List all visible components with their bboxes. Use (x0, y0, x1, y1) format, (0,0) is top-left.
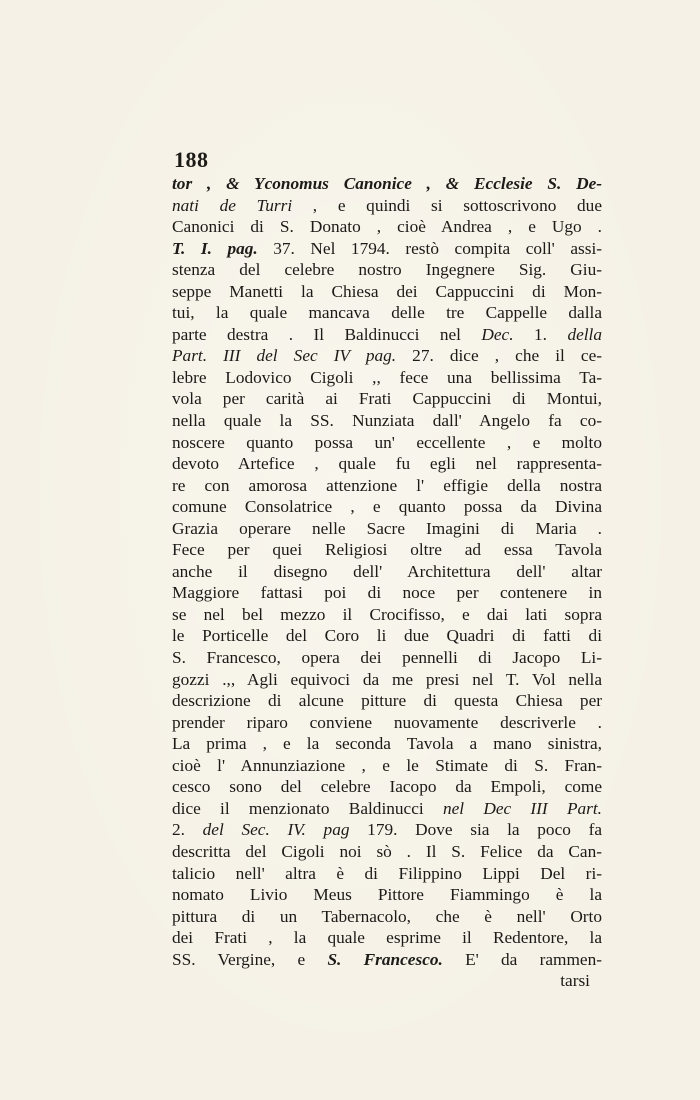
text-run: Grazia operare nelle Sacre Imagini di Maria . (172, 518, 602, 538)
text-line (172, 949, 602, 971)
text-run: cioè l' Annunziazione , e le Stimate di S. Fran- (172, 755, 602, 775)
text-run: tor , & Yconomus Canonice , & Ecclesie S. De- (172, 174, 602, 193)
page-number: 188 (174, 147, 209, 172)
text-run: Canonici di S. Donato , cioè Andrea , e Ugo . (172, 217, 602, 237)
text-run: 1. (513, 324, 568, 344)
text-run: 27. dice , che il ce- (396, 346, 603, 366)
text-run: Dec. (481, 324, 514, 344)
text-line (172, 561, 602, 583)
text-run: S. Francesco, opera dei pennelli di Jacopo Li- (172, 648, 602, 668)
text-line (172, 798, 602, 820)
text-run: 37. Nel 1794. restò compita coll' assi- (257, 238, 603, 258)
text-run: descrizione di alcune pitture di questa Chiesa per (172, 691, 602, 711)
text-run: nomato Livio Meus Pittore Fiammingo è la (172, 885, 602, 905)
text-line (172, 604, 602, 626)
text-run: Maggiore fattasi poi di noce per contenere in (172, 583, 602, 603)
text-line (172, 690, 602, 712)
text-line (172, 281, 602, 303)
text-line (172, 475, 602, 497)
catchword: tarsi (560, 971, 590, 991)
text-line (172, 367, 602, 389)
text-run: 179. Dove sia la poco fa (349, 820, 603, 840)
text-line (172, 906, 602, 928)
text-run: stenza del celebre nostro Ingegnere Sig. Giu- (172, 260, 602, 280)
text-run: prender riparo conviene nuovamente descriverle . (172, 712, 602, 732)
text-line (172, 733, 602, 755)
text-line (172, 669, 602, 691)
text-line (172, 324, 602, 346)
text-line (172, 410, 602, 432)
text-line (172, 712, 602, 734)
text-run: La prima , e la seconda Tavola a mano sinistra, (172, 734, 602, 754)
text-run: parte destra . Il Baldinucci nel (172, 324, 482, 344)
text-run: Fece per quei Religiosi oltre ad essa Tavola (172, 540, 602, 560)
text-block (172, 147, 602, 992)
text-run: devoto Artefice , quale fu egli nel rappresenta- (172, 454, 602, 474)
body-text (172, 173, 602, 970)
text-run: del Sec. IV. pag (202, 820, 350, 840)
text-run: della (567, 324, 602, 344)
text-line (172, 453, 602, 475)
text-line (172, 496, 602, 518)
text-run: 2. (172, 820, 203, 840)
text-run: vola per carità ai Frati Cappuccini di Montui, (172, 389, 602, 409)
text-run: , e quindi si sottoscrivono due (292, 195, 602, 215)
text-run: se nel bel mezzo il Crocifisso, e dai lati sopra (172, 604, 602, 624)
text-line (172, 539, 602, 561)
text-line (172, 819, 602, 841)
text-line (172, 388, 602, 410)
text-run: re con amorosa attenzione l' effigie della nostra (172, 475, 602, 495)
text-line (172, 776, 602, 798)
text-line (172, 755, 602, 777)
text-line (172, 195, 602, 217)
text-run: T. I. pag. (172, 238, 258, 258)
text-run: cesco sono del celebre Iacopo da Empoli, come (172, 777, 602, 797)
text-run: comune Consolatrice , e quanto possa da Divina (172, 497, 602, 517)
text-run: seppe Manetti la Chiesa dei Cappuccini di Mon- (172, 281, 602, 301)
text-run: dice il menzionato Baldinucci (172, 798, 443, 818)
text-run: nel Dec III Part. (442, 798, 603, 818)
text-line (172, 841, 602, 863)
text-run: descritta del Cigoli noi sò . Il S. Felice da Can- (172, 841, 602, 861)
text-line (172, 582, 602, 604)
text-run: gozzi .,, Agli equivoci da me presi nel T. Vol nella (172, 669, 602, 689)
text-run: SS. Vergine, e (172, 949, 328, 969)
text-line (172, 518, 602, 540)
text-line (172, 625, 602, 647)
text-run: nati de Turri (172, 195, 293, 215)
text-run: anche il disegno dell' Architettura dell' altar (172, 561, 602, 581)
text-line (172, 884, 602, 906)
text-run: lebre Lodovico Cigoli ,, fece una bellissima Ta- (172, 367, 602, 387)
text-line (172, 216, 602, 238)
text-line (172, 432, 602, 454)
text-run: tui, la quale mancava delle tre Cappelle dalla (172, 303, 602, 323)
text-line (172, 173, 602, 195)
text-run: pittura di un Tabernacolo, che è nell' Orto (172, 906, 602, 926)
text-line (172, 302, 602, 324)
text-line (172, 927, 602, 949)
text-line (172, 238, 602, 260)
text-run: S. Francesco. (327, 949, 443, 969)
text-run: dei Frati , la quale esprime il Redentore, la (172, 928, 602, 948)
text-run: Part. III del Sec IV pag. (172, 346, 397, 366)
text-run: nella quale la SS. Nunziata dall' Angelo fa co- (172, 411, 602, 431)
text-line (172, 863, 602, 885)
text-run: noscere quanto possa un' eccellente , e molto (172, 432, 602, 452)
text-line (172, 647, 602, 669)
text-run: le Porticelle del Coro li due Quadri di fatti di (172, 626, 602, 646)
text-line (172, 345, 602, 367)
text-run: E' da rammen- (442, 949, 602, 969)
text-run: talicio nell' altra è di Filippino Lippi Del ri- (172, 863, 602, 883)
text-line (172, 259, 602, 281)
